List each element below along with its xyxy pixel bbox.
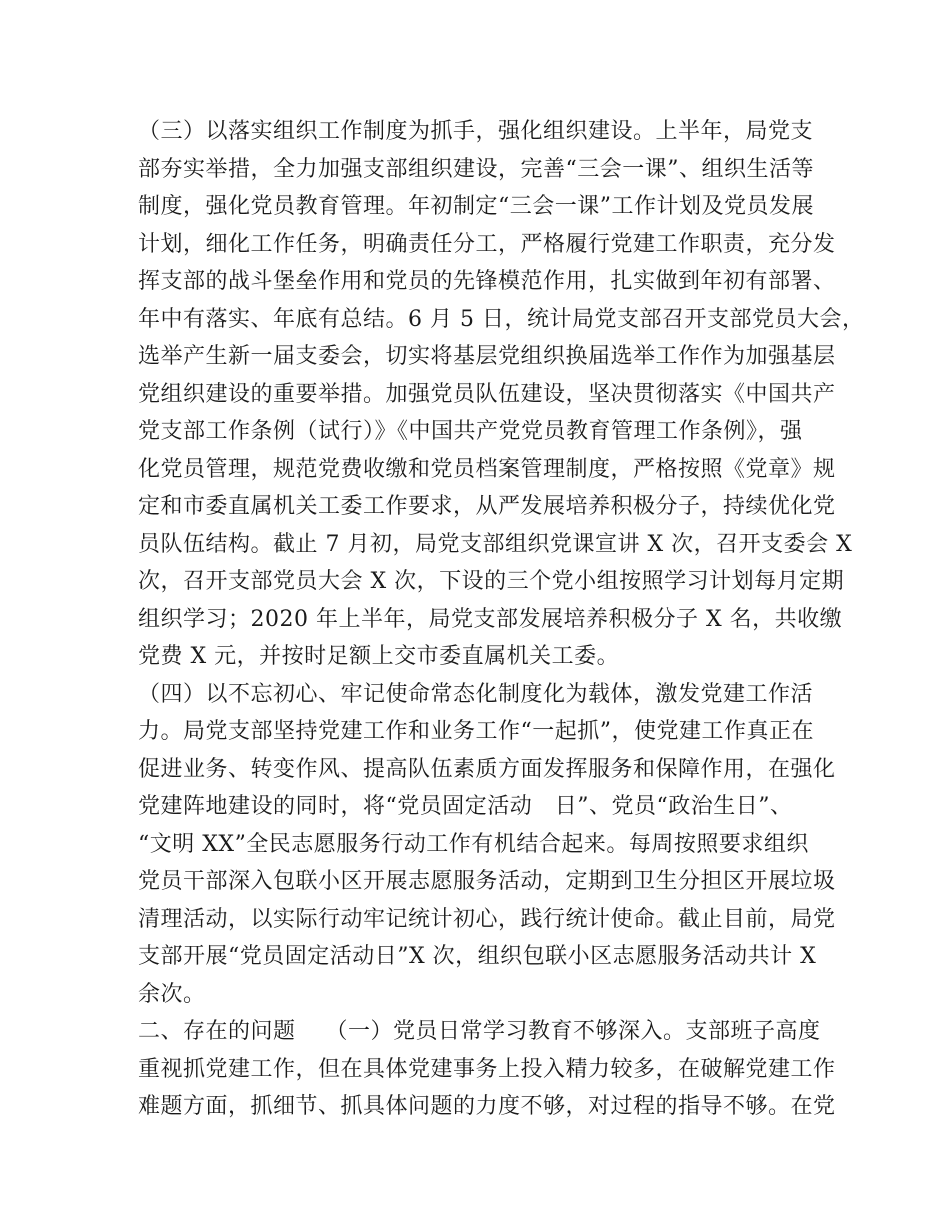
text-line: 员队伍结构。截止 7 月初，局党支部组织党课宣讲 X 次，召开支委会 X xyxy=(138,531,853,557)
text-line: （三）以落实组织工作制度为抓手，强化组织建设。上半年，局党支 xyxy=(138,119,814,144)
text-line: 党员干部深入包联小区开展志愿服务活动，定期到卫生分担区开展垃圾 xyxy=(138,869,836,894)
text-line: （四）以不忘初心、牢记使命常态化制度化为载体，激发党建工作活 xyxy=(138,681,814,707)
text-line: 党组织建设的重要举措。加强党员队伍建设，坚决贯彻落实《中国共产 xyxy=(138,381,836,407)
text-line: 制度，强化党员教育管理。年初制定“三会一课”工作计划及党员发展 xyxy=(138,194,814,219)
text-line: 挥支部的战斗堡垒作用和党员的先锋模范作用，扎实做到年初有部署、 xyxy=(138,269,836,294)
text-line: 党费 X 元，并按时足额上交市委直属机关工委。 xyxy=(138,644,620,669)
text-line: 二、存在的问题 （一）党员日常学习教育不够深入。支部班子高度 xyxy=(138,1019,821,1044)
text-line: 选举产生新一届支委会，切实将基层党组织换届选举工作作为加强基层 xyxy=(138,344,836,369)
text-line: 部夯实举措，全力加强支部组织建设，完善“三会一课”、组织生活等 xyxy=(138,156,814,182)
text-line: 化党员管理，规范党费收缴和党员档案管理制度，严格按照《党章》规 xyxy=(138,456,836,482)
text-line: 组织学习；2020 年上半年，局党支部发展培养积极分子 X 名，共收缴 xyxy=(138,606,843,632)
text-line: 党建阵地建设的同时，将“党员固定活动 日”、党员“政治生日”、 xyxy=(138,794,793,819)
text-line: 定和市委直属机关工委工作要求，从严发展培养积极分子，持续优化党 xyxy=(138,494,836,519)
text-line: 党支部工作条例（试行）》《中国共产党党员教育管理工作条例》，强 xyxy=(138,419,803,444)
text-line: 难题方面，抓细节、抓具体问题的力度不够，对过程的指导不够。在党 xyxy=(138,1094,836,1119)
text-line: 支部开展“党员固定活动日”X 次，组织包联小区志愿服务活动共计 X xyxy=(138,944,817,969)
document-body xyxy=(138,113,865,1126)
text-line: 力。局党支部坚持党建工作和业务工作“一起抓”，使党建工作真正在 xyxy=(138,719,814,744)
text-line: 年中有落实、年底有总结。6 月 5 日，统计局党支部召开支部党员大会， xyxy=(138,306,865,332)
text-line: 清理活动，以实际行动牢记统计初心，践行统计使命。截止目前，局党 xyxy=(138,906,836,932)
text-line: “文明 XX”全民志愿服务行动工作有机结合起来。每周按照要求组织 xyxy=(138,831,809,857)
text-line: 重视抓党建工作，但在具体党建事务上投入精力较多，在破解党建工作 xyxy=(138,1056,836,1082)
text-line: 次，召开支部党员大会 X 次，下设的三个党小组按照学习计划每月定期 xyxy=(138,569,845,594)
text-line: 促进业务、转变作风、提高队伍素质方面发挥服务和保障作用，在强化 xyxy=(138,756,836,782)
text-line: 计划，细化工作任务，明确责任分工，严格履行党建工作职责，充分发 xyxy=(138,231,836,257)
text-line: 余次。 xyxy=(138,981,206,1007)
